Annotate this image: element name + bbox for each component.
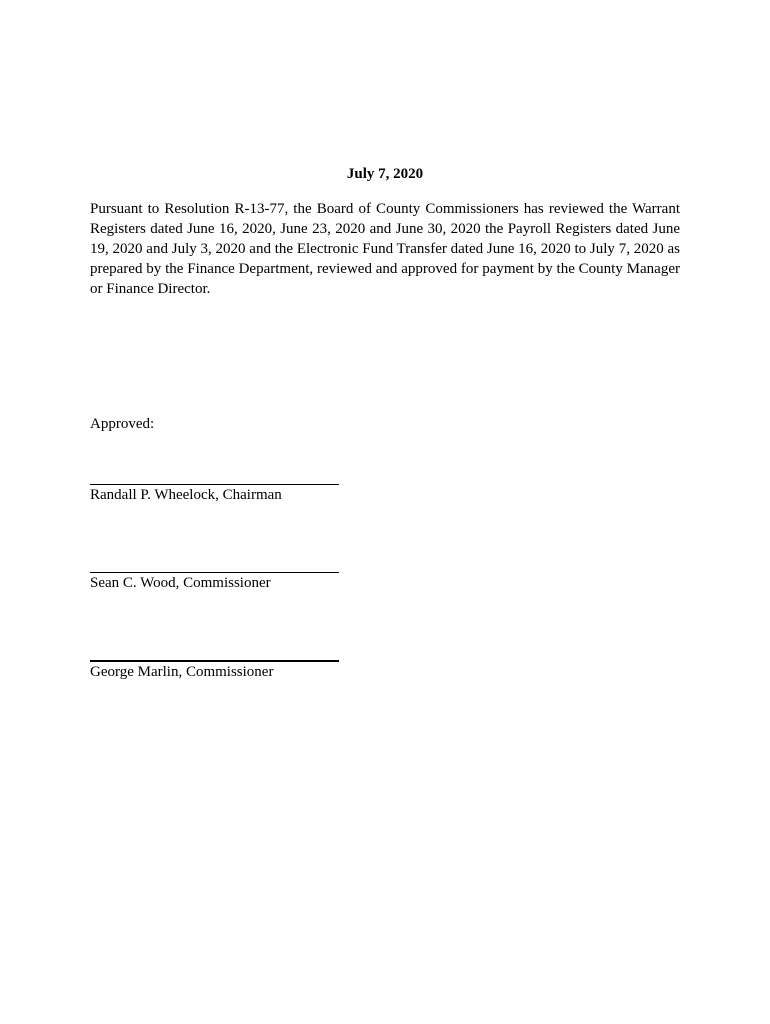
date-heading: July 7, 2020 bbox=[346, 166, 424, 182]
signer-name: George Marlin, Commissioner bbox=[90, 664, 274, 680]
approved-label: Approved: bbox=[90, 416, 155, 432]
signature-block-commissioner-marlin bbox=[90, 660, 350, 682]
signature-block-chairman bbox=[90, 484, 350, 505]
signature-block-commissioner-wood bbox=[90, 572, 350, 593]
signer-name: Randall P. Wheelock, Chairman bbox=[90, 487, 282, 503]
signer-name: Sean C. Wood, Commissioner bbox=[90, 575, 271, 591]
resolution-paragraph: Pursuant to Resolution R-13-77, the Board of County Commissioners has reviewed the Warrant Registers dated June 16, 2020, June 23, 2020 and June 30, 2020 the Payroll Registers dated June 19, 2020 and July 3, 2020 and the Electronic Fund Transfer dated June 16, 2020 to July 7, 2020 as prepared by the Finance Department, reviewed and approved for payment by the County Manager or Finance Director. bbox=[90, 201, 680, 297]
